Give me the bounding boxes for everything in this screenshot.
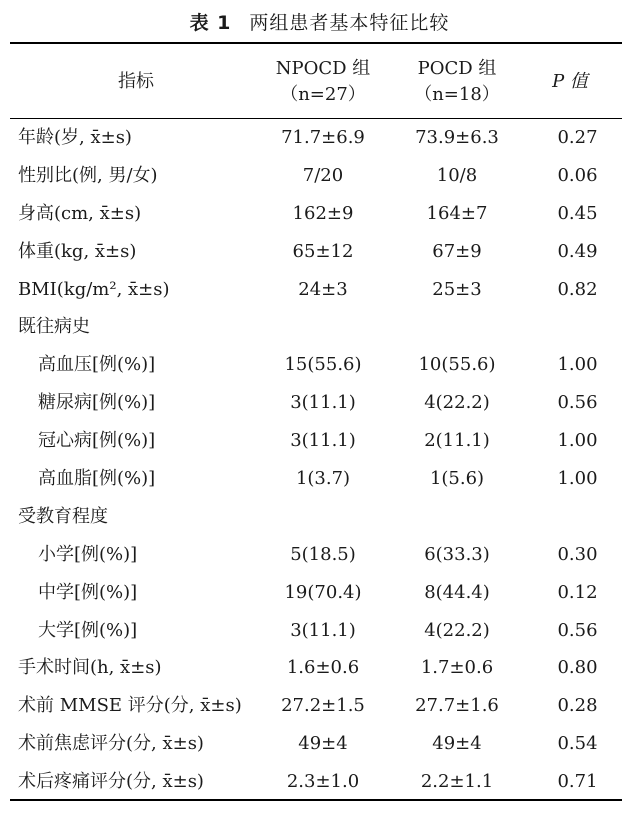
row-pocd-value: 164±7 xyxy=(426,202,488,224)
row-npocd-value: 3(11.1) xyxy=(290,430,356,452)
row-npocd-value: 2.3±1.0 xyxy=(286,771,360,793)
row-p-value: 1.00 xyxy=(557,354,598,376)
row-pocd-value: 49±4 xyxy=(432,733,482,755)
row-npocd-value: 7/20 xyxy=(302,164,344,186)
row-label: 糖尿病[例(%)] xyxy=(38,392,156,414)
row-p-value: 0.54 xyxy=(557,733,598,755)
row-pocd-value: 25±3 xyxy=(432,278,482,300)
header-indicator xyxy=(18,52,254,112)
header-indicator-text: 指标 xyxy=(118,71,154,92)
row-label: 高血脂[例(%)] xyxy=(38,468,156,490)
row-npocd-value: 5(18.5) xyxy=(290,543,356,565)
table-row xyxy=(0,612,639,650)
table-row xyxy=(0,763,639,801)
row-pocd-value: 67±9 xyxy=(432,240,482,262)
row-pocd-value: 73.9±6.3 xyxy=(415,127,499,148)
row-p-value: 1.00 xyxy=(557,430,598,452)
row-label: 术前焦虑评分(分, x̄±s) xyxy=(18,733,204,755)
row-pocd-value: 1(5.6) xyxy=(429,468,485,490)
table-row xyxy=(0,574,639,612)
row-npocd-value: 19(70.4) xyxy=(284,581,362,603)
table-row xyxy=(0,271,639,309)
row-p-value: 0.71 xyxy=(557,771,598,793)
row-label: 受教育程度 xyxy=(18,505,108,527)
row-p-value: 0.27 xyxy=(557,127,598,148)
table-row xyxy=(0,233,639,271)
row-npocd-value: 49±4 xyxy=(298,733,348,755)
row-pocd-value: 10(55.6) xyxy=(418,354,496,376)
table-row xyxy=(0,725,639,763)
row-p-value: 0.45 xyxy=(557,202,598,224)
row-label: 年龄(岁, x̄±s) xyxy=(18,127,132,148)
row-npocd-value: 162±9 xyxy=(292,202,354,224)
table-body xyxy=(0,119,639,801)
row-pocd-value: 2(11.1) xyxy=(424,430,490,452)
row-p-value: 0.30 xyxy=(557,543,598,565)
row-label: 体重(kg, x̄±s) xyxy=(18,240,137,262)
header-p-value xyxy=(535,52,605,112)
table-row xyxy=(0,384,639,422)
header-pocd-count: （n=18） xyxy=(414,84,500,105)
table-row xyxy=(0,536,639,574)
bottom-rule xyxy=(10,799,622,801)
row-pocd-value: 10/8 xyxy=(436,164,478,186)
row-p-value: 0.56 xyxy=(557,619,598,641)
table-row xyxy=(0,649,639,687)
row-label: 既往病史 xyxy=(18,316,90,338)
row-label: 身高(cm, x̄±s) xyxy=(18,202,142,224)
table-row xyxy=(0,157,639,195)
row-p-value: 0.80 xyxy=(557,657,598,679)
table-row xyxy=(0,498,639,536)
header-npocd-count: （n=27） xyxy=(280,84,366,105)
header-p-value-text: P 值 xyxy=(552,71,588,92)
row-npocd-value: 3(11.1) xyxy=(290,619,356,641)
row-p-value: 0.06 xyxy=(557,164,598,186)
table-row xyxy=(0,346,639,384)
table-row xyxy=(0,195,639,233)
table-title: 两组患者基本特征比较 xyxy=(249,12,450,34)
row-npocd-value: 71.7±6.9 xyxy=(281,127,365,148)
table-caption xyxy=(0,8,639,35)
row-p-value: 0.28 xyxy=(557,695,598,717)
row-label: 术后疼痛评分(分, x̄±s) xyxy=(18,771,204,793)
top-rule xyxy=(10,42,622,44)
row-pocd-value: 8(44.4) xyxy=(424,581,490,603)
row-npocd-value: 65±12 xyxy=(292,240,354,262)
row-label: 高血压[例(%)] xyxy=(38,354,156,376)
row-label: BMI(kg/m², x̄±s) xyxy=(18,278,170,300)
row-pocd-value: 4(22.2) xyxy=(424,392,490,414)
row-label: 中学[例(%)] xyxy=(38,581,138,603)
table-row xyxy=(0,422,639,460)
table-row xyxy=(0,308,639,346)
row-label: 性别比(例, 男/女) xyxy=(18,164,158,186)
row-p-value: 0.49 xyxy=(557,240,598,262)
row-npocd-value: 15(55.6) xyxy=(284,354,362,376)
row-label: 手术时间(h, x̄±s) xyxy=(18,657,162,679)
row-npocd-value: 24±3 xyxy=(298,278,348,300)
row-label: 冠心病[例(%)] xyxy=(38,430,156,452)
row-pocd-value: 2.2±1.1 xyxy=(420,771,494,793)
row-pocd-value: 4(22.2) xyxy=(424,619,490,641)
row-p-value: 0.56 xyxy=(557,392,598,414)
table-label: 表 1 xyxy=(189,12,232,34)
row-label: 小学[例(%)] xyxy=(38,543,138,565)
row-npocd-value: 3(11.1) xyxy=(290,392,356,414)
header-npocd-text: NPOCD 组 xyxy=(275,58,371,79)
row-p-value: 0.12 xyxy=(557,581,598,603)
row-pocd-value: 1.7±0.6 xyxy=(420,657,494,679)
table-row xyxy=(0,687,639,725)
row-p-value: 1.00 xyxy=(557,468,598,490)
row-label: 大学[例(%)] xyxy=(38,619,138,641)
row-npocd-value: 1(3.7) xyxy=(295,468,351,490)
table-row xyxy=(0,119,639,157)
table-row xyxy=(0,460,639,498)
header-pocd-text: POCD 组 xyxy=(417,58,497,79)
row-pocd-value: 6(33.3) xyxy=(424,543,490,565)
header-npocd xyxy=(258,52,388,112)
row-npocd-value: 1.6±0.6 xyxy=(286,657,360,679)
header-pocd xyxy=(392,52,522,112)
row-p-value: 0.82 xyxy=(557,278,598,300)
row-npocd-value: 27.2±1.5 xyxy=(281,695,365,717)
row-label: 术前 MMSE 评分(分, x̄±s) xyxy=(18,695,242,717)
row-pocd-value: 27.7±1.6 xyxy=(415,695,499,717)
